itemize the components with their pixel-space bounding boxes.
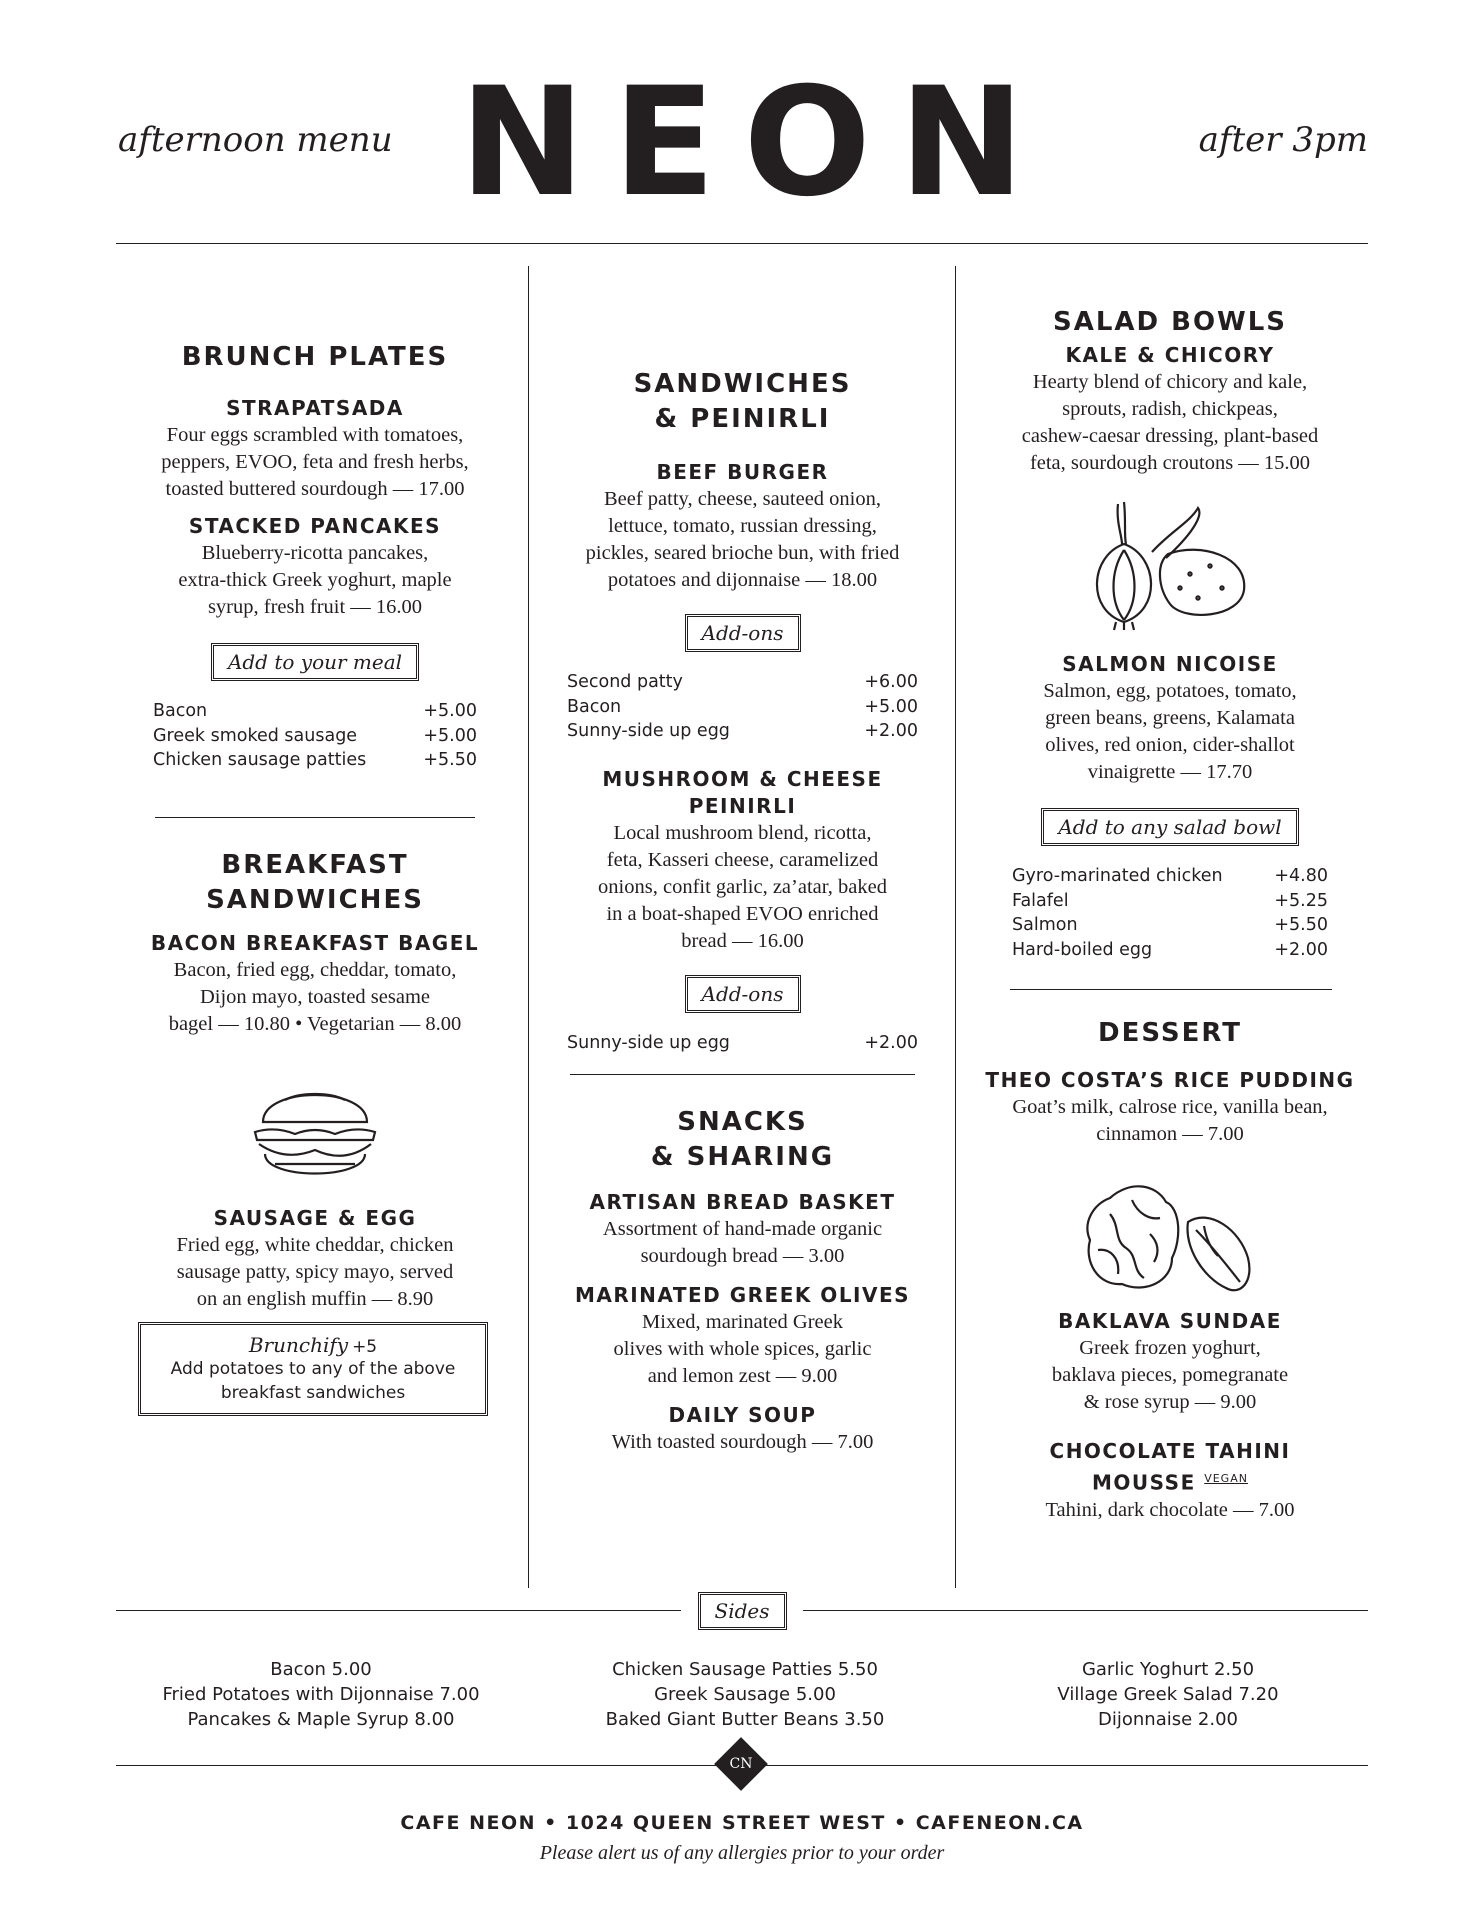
item-name: MUSHROOM & CHEESE PEINIRLI (602, 766, 883, 818)
item-desc: Hearty blend of chicory and kale, (1032, 371, 1308, 393)
item-name: KALE & CHICORY (1065, 343, 1275, 367)
addon-box-title: Add-ons (685, 614, 801, 652)
addon-label: Greek smoked sausage (153, 725, 358, 746)
item-desc: sourdough bread — 3.00 (640, 1245, 845, 1267)
item-desc: vinaigrette — 17.70 (1087, 761, 1253, 783)
item-desc: Greek frozen yoghurt, (1079, 1337, 1261, 1359)
sides-column-2 (545, 1657, 945, 1732)
item-desc: potatoes and dijonnaise — 18.00 (607, 569, 878, 591)
addon-label: Chicken sausage patties (153, 750, 367, 770)
item-name: BEEF BURGER (656, 460, 829, 484)
item-desc: Mixed, marinated Greek (642, 1311, 843, 1333)
snacks-section (555, 1105, 930, 1456)
item-desc: Beef patty, cheese, sauteed onion, (603, 488, 882, 510)
sides-title: Sides (698, 1592, 787, 1630)
item-name: CHOCOLATE TAHINI (1049, 1439, 1291, 1463)
addon-price: +5.00 (864, 696, 918, 717)
addon-label: Hard-boiled egg (1012, 939, 1153, 960)
item-name: MARINATED GREEK OLIVES (574, 1283, 911, 1307)
side-item: Pancakes & Maple Syrup 8.00 (187, 1709, 455, 1730)
addon-price: +5.00 (423, 701, 477, 721)
item-name: BAKLAVA SUNDAE (1058, 1309, 1282, 1333)
item-desc: Goat’s milk, calrose rice, vanilla bean, (1012, 1096, 1328, 1118)
side-item: Garlic Yoghurt 2.50 (1081, 1659, 1255, 1680)
item-desc: extra-thick Greek yoghurt, maple (178, 569, 452, 591)
addon-price: +4.80 (1274, 866, 1328, 886)
sides-heading (0, 1592, 1484, 1630)
sides-column-1 (120, 1657, 522, 1732)
baklava-block (985, 1308, 1355, 1524)
walnut-almond-illustration-icon (1080, 1178, 1270, 1298)
addon-row (1012, 889, 1328, 914)
addon-price: +5.25 (1274, 890, 1328, 911)
item-name: SALMON NICOISE (1062, 652, 1278, 676)
header-right-tagline: after 3pm (1198, 120, 1368, 160)
addon-price: +2.00 (864, 1032, 918, 1053)
item-name: STACKED PANCAKES (188, 514, 442, 538)
addon-box-title: Add to your meal (211, 643, 419, 681)
onion-potato-illustration-icon (1080, 492, 1260, 632)
addon-label: Sunny-side up egg (567, 1032, 730, 1053)
item-desc: on an english muffin — 8.90 (196, 1288, 434, 1310)
addon-label: Bacon (153, 701, 208, 721)
section-title-snacks: & SHARING (650, 1142, 835, 1172)
item-name: ARTISAN BREAD BASKET (589, 1190, 896, 1214)
item-desc: feta, sourdough croutons — 15.00 (1029, 452, 1311, 474)
item-desc: green beans, greens, Kalamata (1045, 707, 1295, 729)
section-title-breakfast: BREAKFAST (221, 850, 409, 880)
column-divider-left (528, 266, 529, 1588)
addon-row (1012, 938, 1328, 963)
item-desc: olives with whole spices, garlic (613, 1338, 872, 1360)
footer-address: CAFE NEON • 1024 QUEEN STREET WEST • CAFENEON.CA (400, 1812, 1084, 1834)
brunchify-box (138, 1322, 488, 1416)
item-desc: bread — 16.00 (681, 929, 804, 952)
sandwiches-section (555, 367, 930, 1055)
brunch-section (135, 340, 495, 773)
column-divider-right (955, 266, 956, 1588)
addon-row (567, 670, 918, 695)
side-item: Dijonnaise 2.00 (1098, 1709, 1238, 1730)
sides-column-3 (968, 1657, 1368, 1732)
addon-label: Bacon (567, 696, 622, 717)
item-name: SAUSAGE & EGG (213, 1206, 417, 1230)
side-item: Baked Giant Butter Beans 3.50 (605, 1709, 885, 1730)
section-title-salads: SALAD BOWLS (1052, 307, 1288, 337)
dessert-section (985, 1016, 1355, 1148)
item-desc: Fried egg, white cheddar, chicken (176, 1234, 454, 1256)
item-desc: sprouts, radish, chickpeas, (1062, 398, 1278, 420)
item-desc: & rose syrup — 9.00 (1083, 1391, 1257, 1413)
section-divider (155, 817, 475, 818)
addon-row (1012, 864, 1328, 889)
addon-row (1012, 913, 1328, 938)
addon-row (153, 699, 477, 724)
item-desc: feta, Kasseri cheese, caramelized (606, 848, 879, 871)
addon-row (567, 695, 918, 720)
breakfast-section (135, 848, 495, 1038)
addon-row (153, 748, 477, 773)
header-divider (116, 243, 1368, 244)
item-desc: baklava pieces, pomegranate (1051, 1364, 1289, 1386)
addon-box-title: Add to any salad bowl (1041, 808, 1298, 846)
item-desc: Salmon, egg, potatoes, tomato, (1043, 680, 1297, 702)
addon-row (153, 724, 477, 749)
item-desc: onions, confit garlic, za’atar, baked (598, 875, 887, 898)
section-title-sandwiches: & PEINIRLI (654, 404, 831, 434)
addon-row (567, 719, 918, 744)
item-desc: syrup, fresh fruit — 16.00 (207, 596, 423, 618)
side-item: Greek Sausage 5.00 (654, 1684, 836, 1705)
section-divider (1010, 989, 1332, 990)
side-item: Village Greek Salad 7.20 (1057, 1684, 1279, 1705)
side-item: Bacon 5.00 (270, 1659, 372, 1680)
addon-price: +2.00 (864, 721, 918, 741)
addon-row (567, 1031, 918, 1056)
item-desc: Tahini, dark chocolate — 7.00 (1045, 1498, 1295, 1521)
brunchify-desc: breakfast sandwiches (220, 1383, 406, 1403)
footer-allergy-note: Please alert us of any allergies prior to your order (539, 1842, 945, 1864)
side-item: Fried Potatoes with Dijonnaise 7.00 (162, 1684, 480, 1705)
item-desc: lettuce, tomato, russian dressing, (608, 515, 877, 537)
addon-label: Sunny-side up egg (567, 721, 730, 741)
burger-illustration-icon (245, 1070, 385, 1190)
brunchify-desc: Add potatoes to any of the above (170, 1359, 456, 1379)
item-desc: Bacon, fried egg, cheddar, tomato, (173, 959, 457, 981)
section-title-brunch: BRUNCH PLATES (181, 342, 449, 372)
item-desc: Blueberry-ricotta pancakes, (201, 542, 429, 564)
item-name: THEO COSTA’S RICE PUDDING (985, 1068, 1355, 1092)
item-desc: and lemon zest — 9.00 (647, 1365, 838, 1387)
item-desc: cinnamon — 7.00 (1096, 1123, 1244, 1145)
addon-price: +5.00 (423, 725, 477, 746)
salmon-block (985, 651, 1355, 962)
item-desc: bagel — 10.80 • Vegetarian — 8.00 (168, 1013, 462, 1035)
brunchify-title: Brunchify (248, 1333, 349, 1357)
sausage-egg-block (135, 1205, 495, 1313)
addon-price: +5.50 (423, 750, 477, 770)
addon-price: +5.50 (1274, 915, 1328, 935)
item-name-row (985, 1465, 1355, 1497)
salads-section (985, 305, 1355, 477)
addon-price: +6.00 (864, 672, 918, 692)
addon-label: Falafel (1012, 890, 1069, 911)
cn-logo-text: CN (729, 1756, 753, 1772)
item-desc: cashew-caesar dressing, plant-based (1021, 425, 1319, 447)
item-desc: Local mushroom blend, ricotta, (613, 821, 872, 844)
vegan-badge: VEGAN (1204, 1472, 1248, 1485)
section-title-breakfast: SANDWICHES (206, 885, 424, 915)
item-desc: in a boat-shaped EVOO enriched (606, 902, 879, 925)
brunchify-price: +5 (352, 1337, 378, 1357)
item-name: STRAPATSADA (226, 396, 404, 420)
section-title-sandwiches: SANDWICHES (633, 369, 852, 399)
section-title-snacks: SNACKS (677, 1107, 808, 1137)
item-desc: Dijon mayo, toasted sesame (199, 986, 430, 1008)
item-desc: olives, red onion, cider-shallot (1045, 734, 1295, 756)
item-desc: pickles, seared brioche bun, with fried (585, 542, 900, 564)
brand-logo: NEON (459, 56, 1053, 230)
section-divider (570, 1074, 915, 1075)
addon-label: Second patty (567, 672, 683, 692)
addon-price: +2.00 (1274, 939, 1328, 960)
item-desc: sausage patty, spicy mayo, served (176, 1261, 454, 1283)
addon-box-title: Add-ons (685, 975, 801, 1013)
addon-label: Gyro-marinated chicken (1012, 866, 1223, 886)
item-desc: With toasted sourdough — 7.00 (611, 1431, 874, 1453)
item-desc: toasted buttered sourdough — 17.00 (165, 478, 465, 500)
addon-label: Salmon (1012, 915, 1078, 935)
item-desc: peppers, EVOO, feta and fresh herbs, (161, 451, 469, 473)
header-left-tagline: afternoon menu (118, 120, 393, 160)
item-name: DAILY SOUP (668, 1403, 817, 1427)
item-name: BACON BREAKFAST BAGEL (150, 931, 480, 955)
item-desc: Four eggs scrambled with tomatoes, (166, 424, 464, 446)
side-item: Chicken Sausage Patties 5.50 (612, 1659, 878, 1680)
item-desc: Assortment of hand-made organic (602, 1218, 883, 1240)
item-name: MOUSSE (1092, 1470, 1196, 1495)
section-title-dessert: DESSERT (1098, 1018, 1242, 1048)
